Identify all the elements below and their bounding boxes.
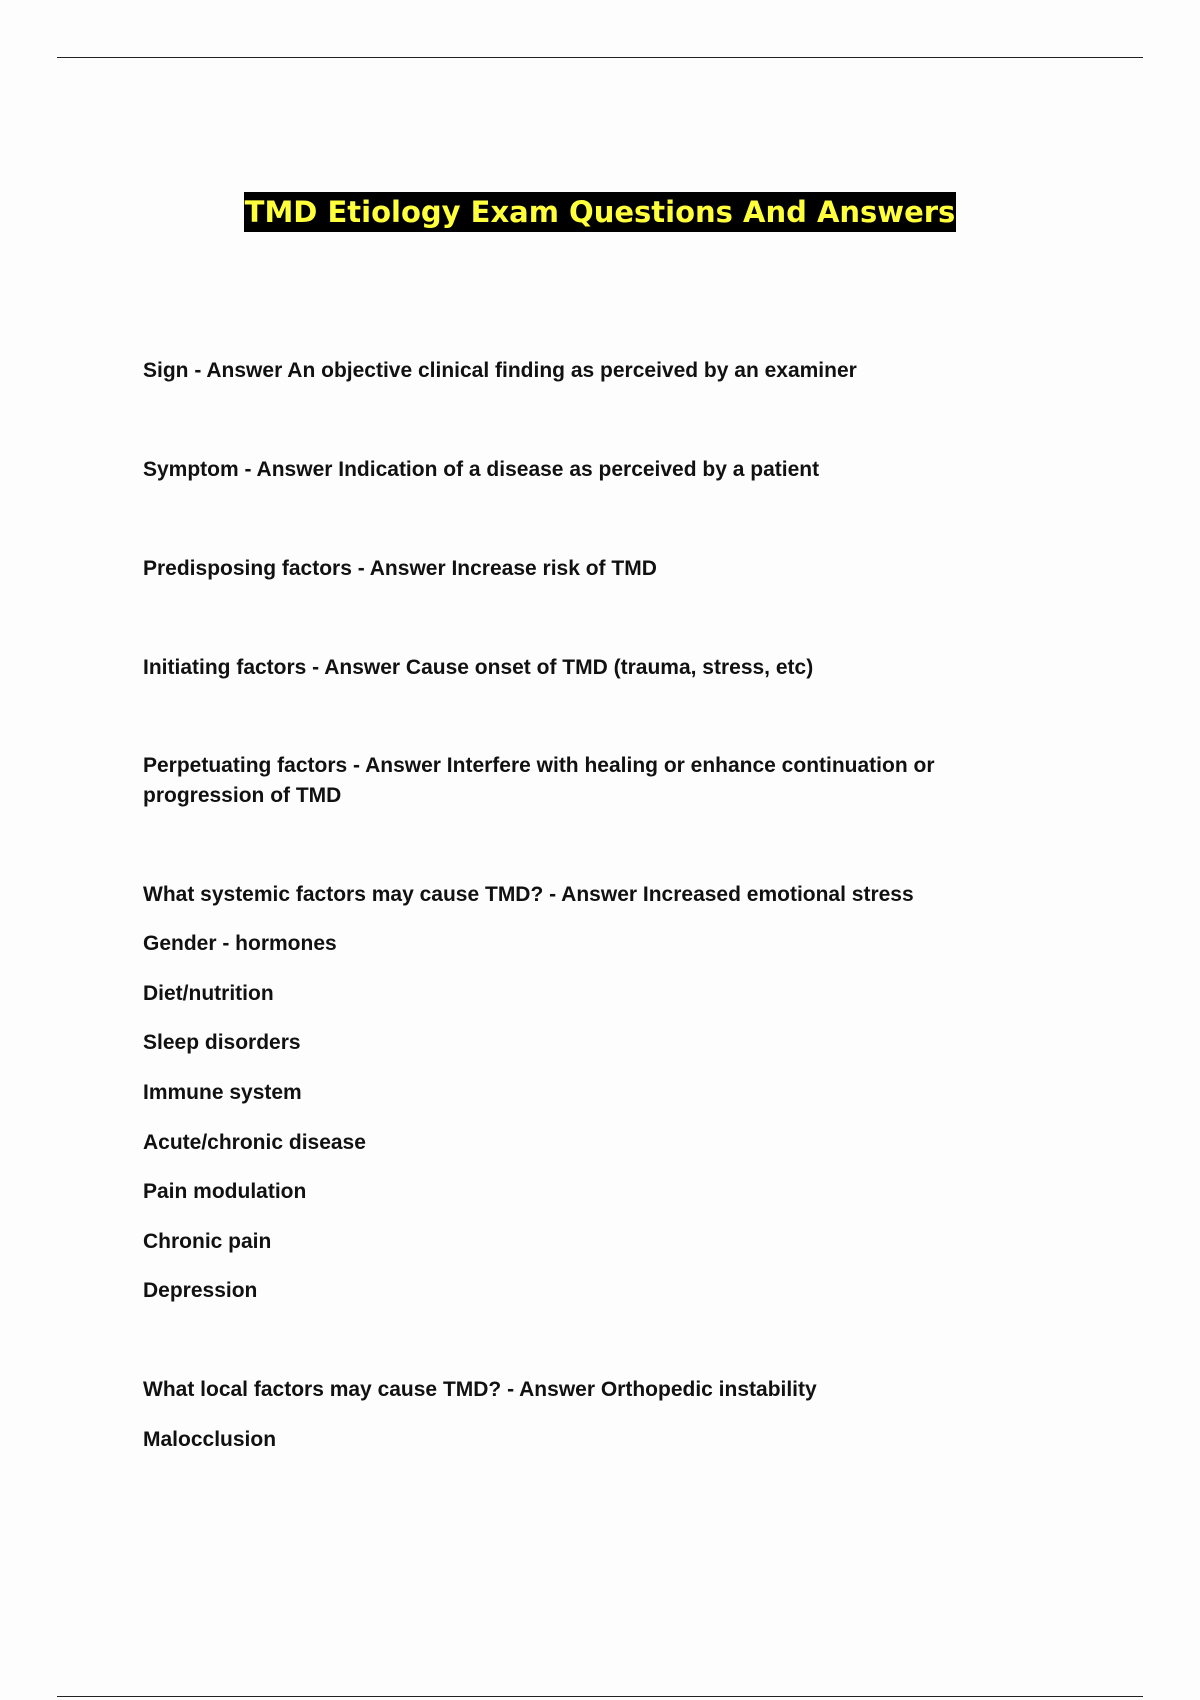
qa-symptom: Symptom - Answer Indication of a disease as perceived by a patient bbox=[143, 458, 820, 481]
title-container bbox=[0, 192, 1200, 232]
bottom-divider bbox=[57, 1696, 1143, 1697]
qa-initiating-factors: Initiating factors - Answer Cause onset of TMD (trauma, stress, etc) bbox=[143, 656, 814, 679]
top-divider bbox=[57, 57, 1143, 58]
list-item: Acute/chronic disease bbox=[143, 1131, 366, 1154]
qa-local-factors: What local factors may cause TMD? - Answer Orthopedic instability bbox=[143, 1378, 817, 1401]
qa-predisposing-factors: Predisposing factors - Answer Increase risk of TMD bbox=[143, 557, 657, 580]
list-item: Gender - hormones bbox=[143, 932, 337, 955]
document-title: TMD Etiology Exam Questions And Answers bbox=[244, 192, 957, 232]
list-item: Depression bbox=[143, 1279, 258, 1302]
qa-perpetuating-factors: Perpetuating factors - Answer Interfere with healing or enhance continuation or progression of TMD bbox=[143, 754, 935, 807]
list-item: Malocclusion bbox=[143, 1428, 277, 1451]
qa-systemic-factors: What systemic factors may cause TMD? - Answer Increased emotional stress bbox=[143, 883, 914, 906]
list-item: Chronic pain bbox=[143, 1230, 272, 1253]
list-item: Pain modulation bbox=[143, 1180, 307, 1203]
list-item: Diet/nutrition bbox=[143, 982, 274, 1005]
list-item: Immune system bbox=[143, 1081, 302, 1104]
qa-sign: Sign - Answer An objective clinical finding as perceived by an examiner bbox=[143, 359, 857, 382]
list-item: Sleep disorders bbox=[143, 1031, 301, 1054]
